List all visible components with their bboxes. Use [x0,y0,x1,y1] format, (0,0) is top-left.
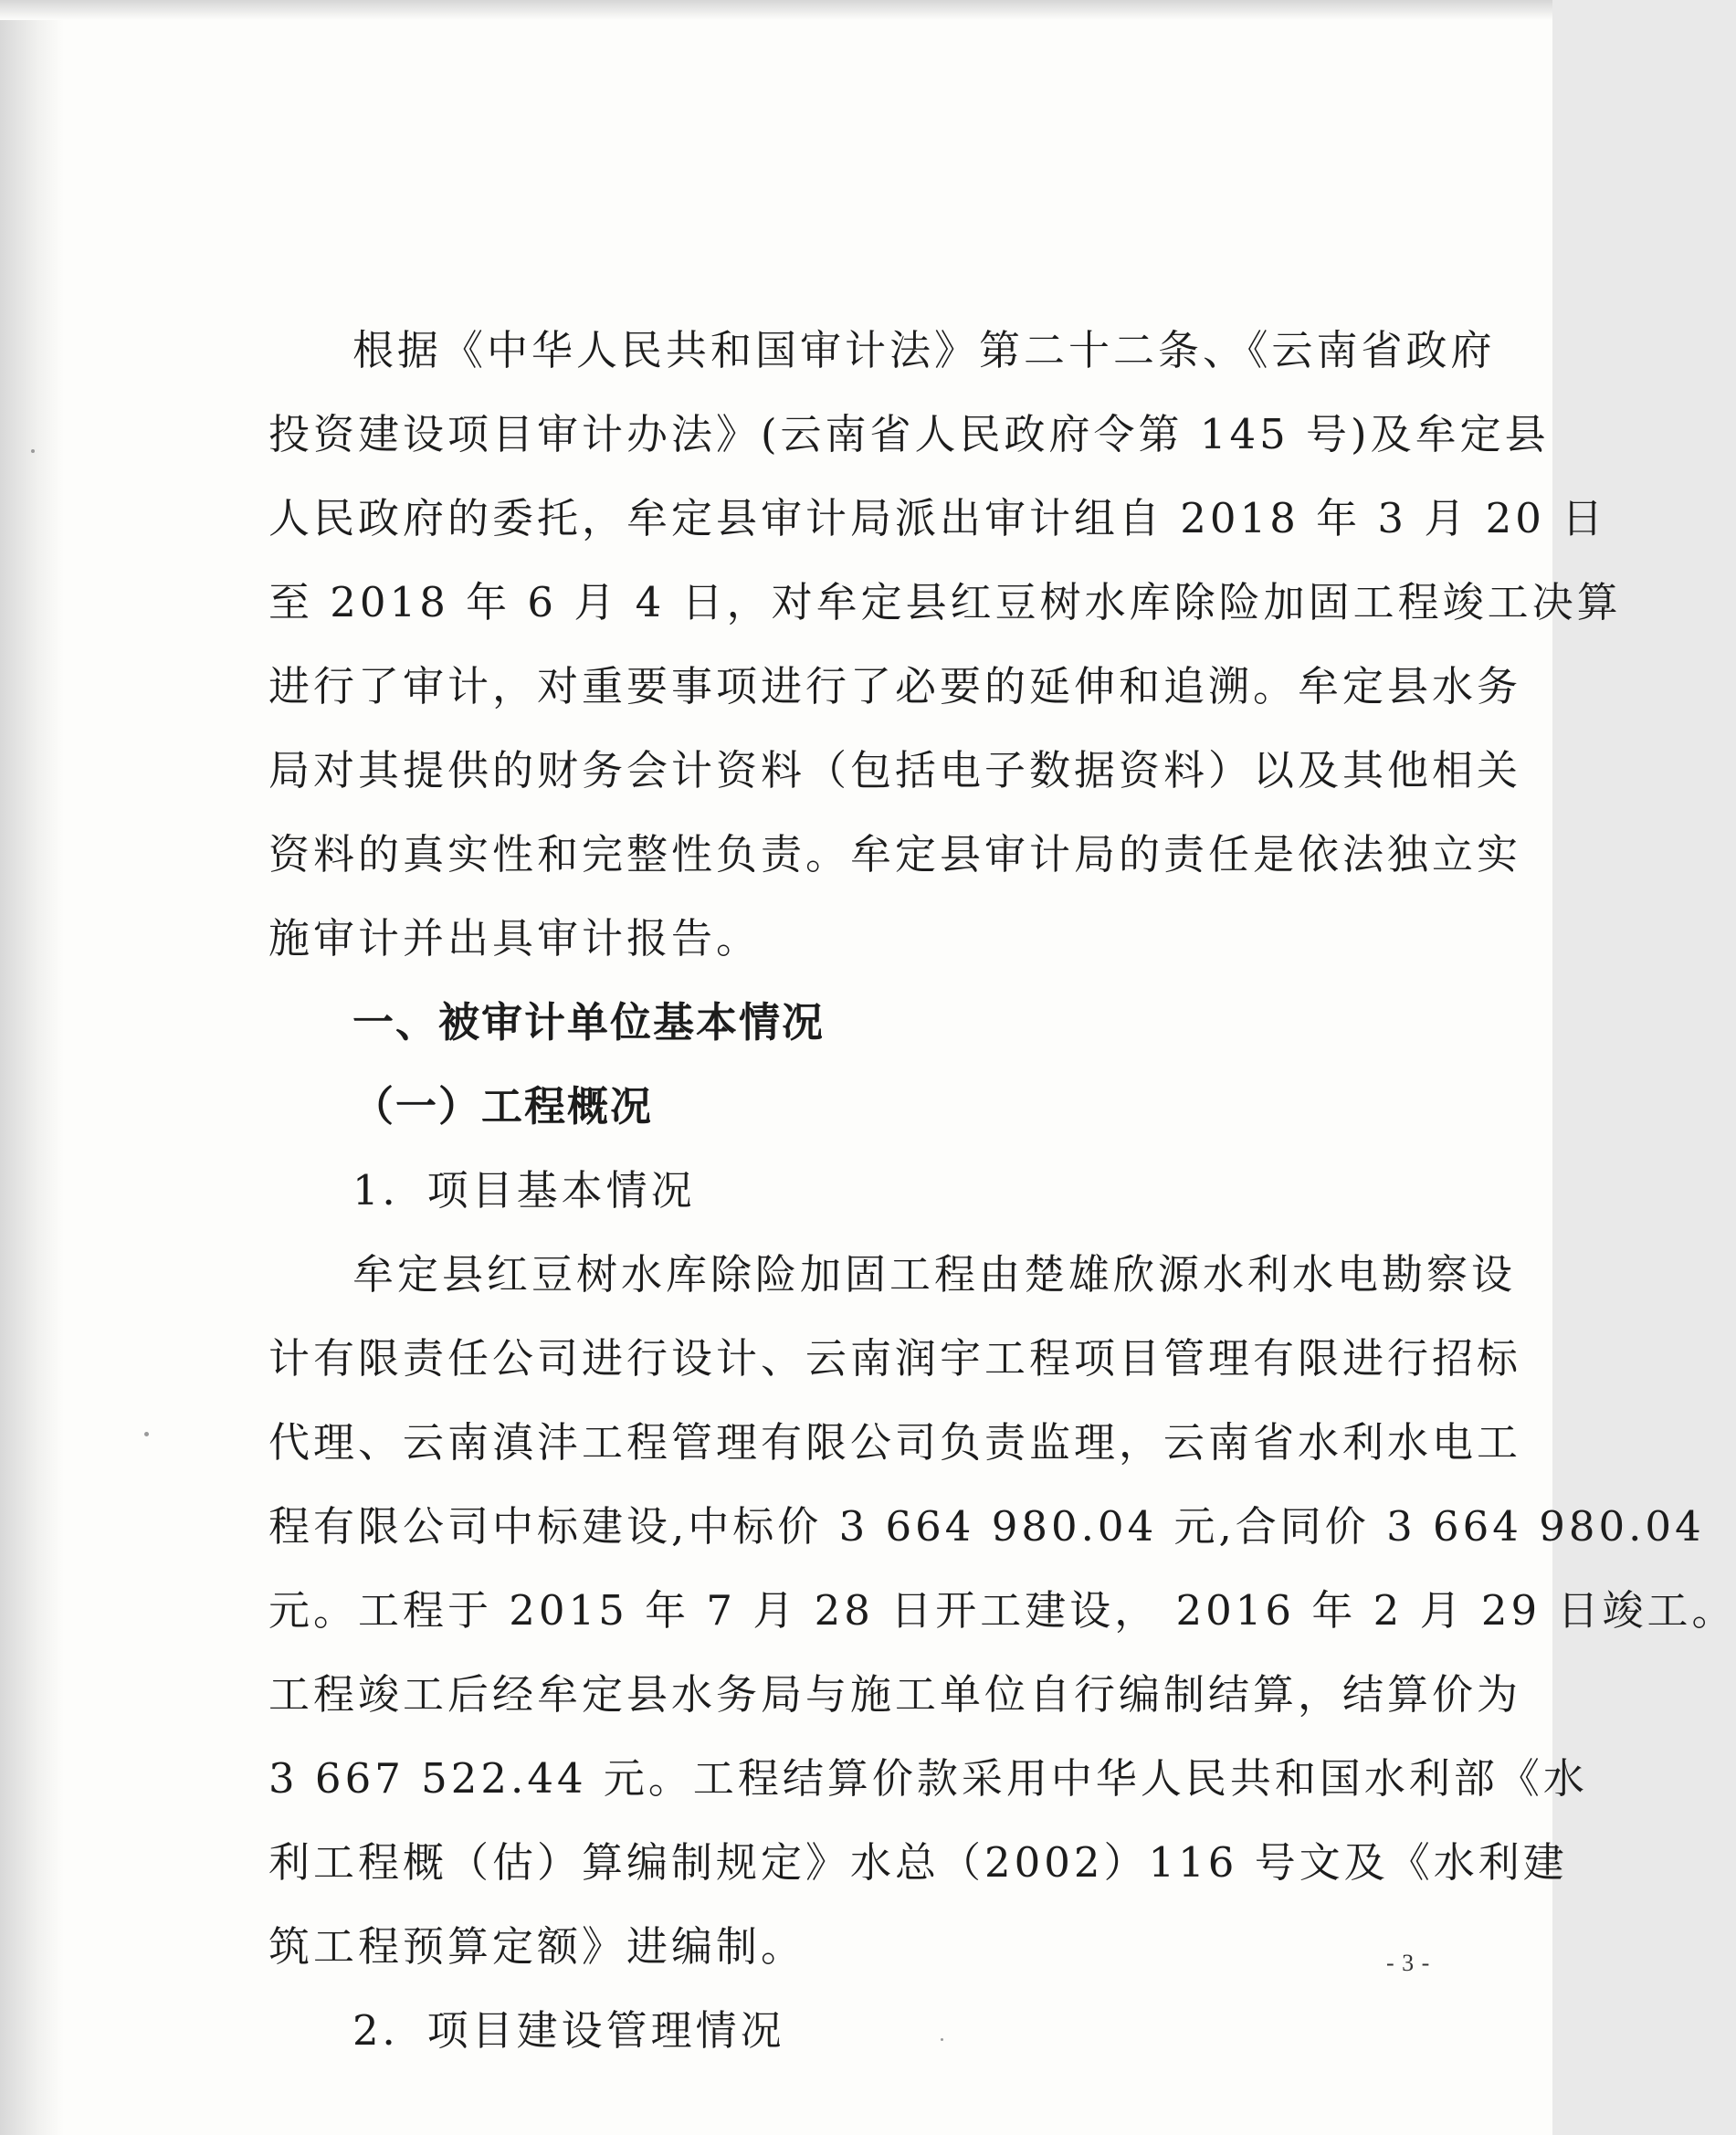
body-line: 3 667 522.44 元。工程结算价款采用中华人民共和国水利部《水 [268,1754,1588,1803]
body-line: 利工程概（估）算编制规定》水总（2002）116 号文及《水利建 [268,1838,1568,1887]
body-line: 计有限责任公司进行设计、云南润宇工程项目管理有限进行招标 [268,1334,1522,1383]
scan-speck [144,1432,149,1436]
item-heading: 2．项目建设管理情况 [352,2006,785,2055]
scan-top-shadow [0,0,1552,20]
body-line: 施审计并出具审计报告。 [268,914,762,962]
subsection-heading: （一）工程概况 [352,1082,654,1131]
body-line: 代理、云南滇沣工程管理有限公司负责监理，云南省水利水电工 [268,1418,1522,1467]
body-line: 元。工程于 2015 年 7 月 28 日开工建设， 2016 年 2 月 29 日竣工。 [268,1586,1736,1635]
body-line: 至 2018 年 6 月 4 日，对牟定县红豆树水库除险加固工程竣工决算 [268,578,1622,626]
body-line: 资料的真实性和完整性负责。牟定县审计局的责任是依法独立实 [268,830,1522,878]
body-line: 投资建设项目审计办法》(云南省人民政府令第 145 号)及牟定县 [268,410,1550,458]
page-number: - 3 - [1386,1950,1431,1976]
body-line: 筑工程预算定额》进编制。 [268,1922,806,1971]
section-heading: 一、被审计单位基本情况 [352,998,826,1046]
body-line: 根据《中华人民共和国审计法》第二十二条、《云南省政府 [352,326,1496,374]
document-body [268,309,1736,2073]
body-line: 程有限公司中标建设,中标价 3 664 980.04 元,合同价 3 664 980.04 [268,1502,1705,1551]
body-line: 工程竣工后经牟定县水务局与施工单位自行编制结算，结算价为 [268,1670,1522,1719]
item-heading: 1．项目基本情况 [352,1166,696,1215]
body-line: 牟定县红豆树水库除险加固工程由楚雄欣源水利水电勘察设 [352,1250,1517,1299]
body-line: 进行了审计，对重要事项进行了必要的延伸和追溯。牟定县水务 [268,662,1522,710]
scan-speck [31,449,35,453]
body-line: 人民政府的委托，牟定县审计局派出审计组自 2018 年 3 月 20 日 [268,494,1607,542]
scan-edge-shadow [0,0,64,2135]
body-line: 局对其提供的财务会计资料（包括电子数据资料）以及其他相关 [268,746,1522,794]
